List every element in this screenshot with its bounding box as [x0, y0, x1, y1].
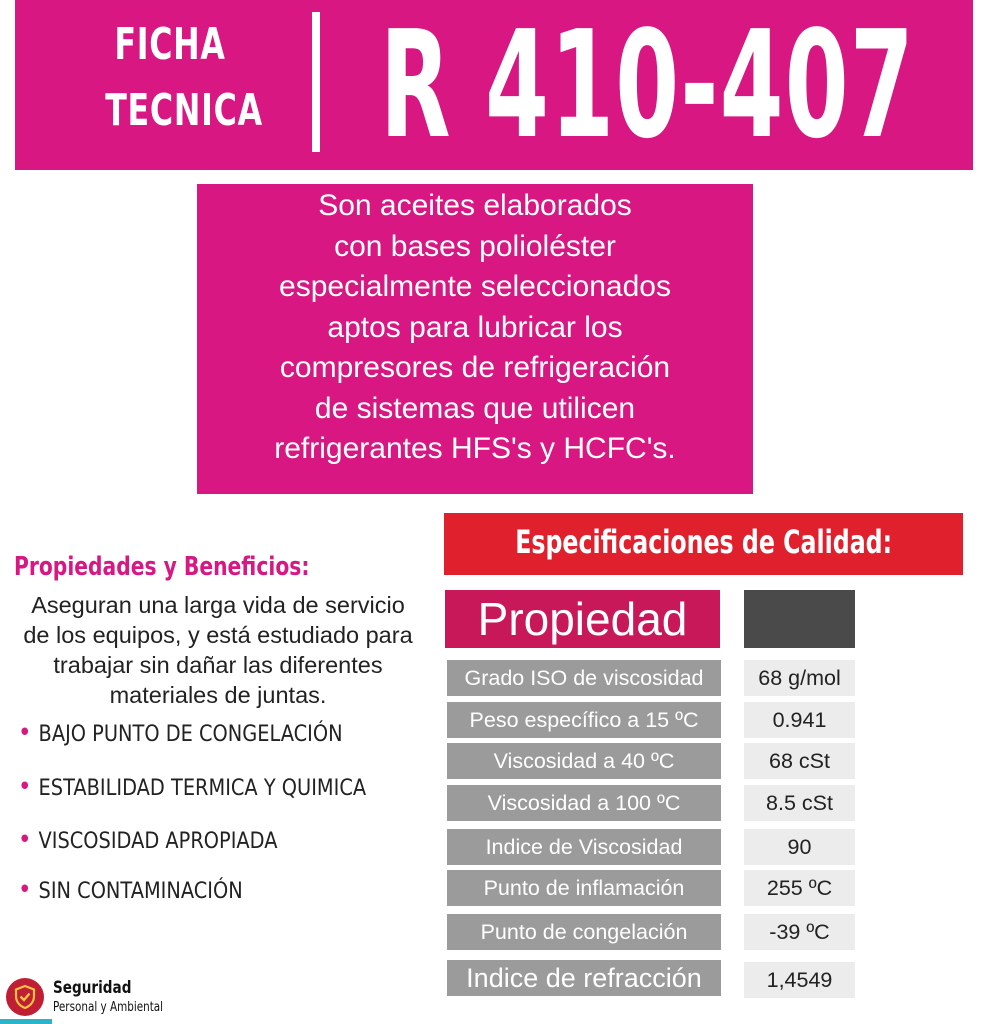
spec-value: -39 ºC	[744, 914, 855, 950]
benefit-item	[18, 825, 277, 855]
spec-value: 0.941	[744, 702, 855, 738]
description-line: compresores de refrigeración	[279, 351, 671, 384]
benefit-label: VISCOSIDAD APROPIADA	[38, 829, 278, 854]
spec-property: Peso específico a 15 ºC	[447, 702, 721, 738]
bullet-dot-icon: •	[18, 772, 32, 802]
badge-title: Seguridad	[53, 978, 132, 998]
doc-type-label	[105, 12, 263, 144]
description-line: aptos para lubricar los	[327, 310, 623, 344]
shield-check-icon	[6, 978, 44, 1016]
benefit-label: SIN CONTAMINACIÓN	[38, 879, 243, 904]
badge-accent-bar	[0, 1019, 52, 1024]
properties-title: Propiedades y Beneficios:	[14, 552, 310, 582]
spec-property: Punto de congelación	[447, 914, 721, 950]
benefit-item	[18, 718, 343, 748]
bullet-dot-icon: •	[18, 875, 32, 905]
spec-value: 68 cSt	[744, 743, 855, 779]
doc-type-line2: TECNICA	[105, 85, 263, 136]
intro-line: trabajar sin dañar las diferentes	[53, 652, 383, 678]
properties-intro	[0, 590, 436, 710]
spec-value: 8.5 cSt	[744, 785, 855, 821]
spec-property: Indice de Viscosidad	[447, 829, 721, 865]
benefit-label: BAJO PUNTO DE CONGELACIÓN	[38, 722, 343, 747]
spec-property: Grado ISO de viscosidad	[447, 660, 721, 696]
doc-type-line1: FICHA	[114, 19, 226, 70]
spec-value: 1,4549	[744, 962, 855, 998]
product-title: R 410-407	[380, 0, 915, 171]
description-line: Son aceites elaborados	[318, 189, 632, 222]
bullet-dot-icon: •	[18, 718, 32, 748]
specs-title	[444, 513, 963, 575]
intro-line: de los equipos, y está estudiado para	[23, 622, 413, 648]
benefit-label: ESTABILIDAD TERMICA Y QUIMICA	[38, 776, 367, 801]
spec-property: Punto de inflamación	[447, 870, 721, 906]
header-divider	[312, 12, 320, 152]
description-line: con bases polioléster	[334, 229, 616, 263]
spec-value: 68 g/mol	[744, 660, 855, 696]
spec-value: 90	[744, 829, 855, 865]
description-line: refrigerantes HFS's y HCFC's.	[274, 432, 676, 465]
description-line: de sistemas que utilicen	[314, 391, 636, 425]
spec-property: Viscosidad a 40 ºC	[447, 743, 721, 779]
benefit-item	[18, 875, 243, 905]
intro-line: Aseguran una larga vida de servicio	[31, 592, 405, 618]
benefit-item	[18, 772, 366, 802]
intro-line: materiales de juntas.	[109, 682, 327, 708]
bullet-dot-icon: •	[18, 825, 32, 855]
badge-subtitle: Personal y Ambiental	[53, 1000, 164, 1015]
specs-value-header	[744, 590, 855, 648]
spec-property: Indice de refracción	[447, 960, 721, 996]
spec-property: Viscosidad a 100 ºC	[447, 785, 721, 821]
spec-value: 255 ºC	[744, 870, 855, 906]
specs-title-text: Especificaciones de Calidad:	[515, 523, 892, 561]
description-line: especialmente seleccionados	[279, 270, 671, 303]
description-box	[197, 184, 753, 494]
specs-column-header: Propiedad	[445, 590, 720, 648]
